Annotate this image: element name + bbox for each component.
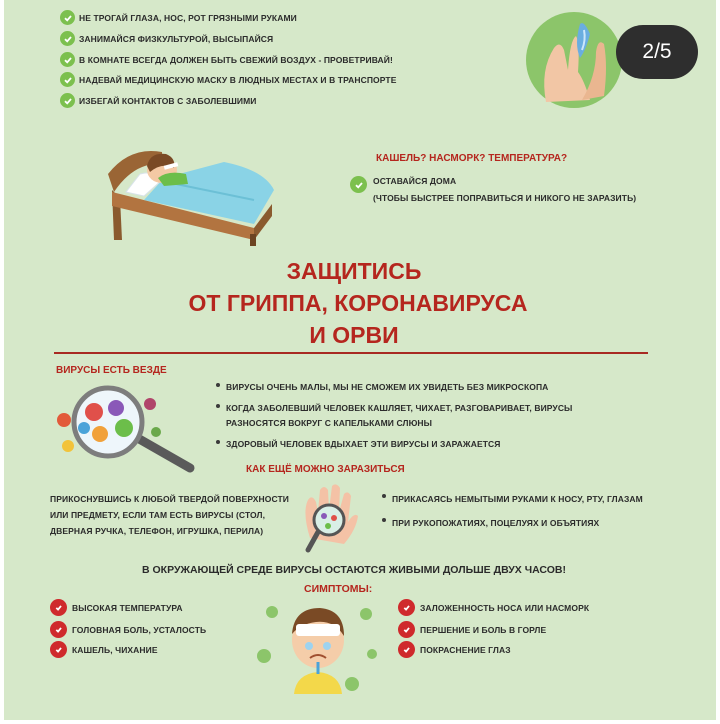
washing-hands-illustration: [524, 10, 624, 110]
list-item: [60, 31, 273, 46]
list-item: [60, 52, 393, 67]
virus-magnifier-illustration: [54, 384, 199, 476]
symptom-text: ВЫСОКАЯ ТЕМПЕРАТУРА: [72, 602, 183, 613]
stay-home-reason: (ЧТОБЫ БЫСТРЕЕ ПОПРАВИТЬСЯ И НИКОГО НЕ ЗАРАЗИТЬ): [373, 193, 637, 203]
check-icon: [60, 10, 75, 25]
infographic-poster: [4, 0, 716, 720]
list-item: [60, 72, 396, 87]
title-divider: [54, 352, 648, 354]
virus-survival-notice: В ОКРУЖАЮЩЕЙ СРЕДЕ ВИРУСЫ ОСТАЮТСЯ ЖИВЫМИ ДОЛЬШЕ ДВУХ ЧАСОВ!: [142, 564, 566, 576]
list-item: [60, 93, 257, 108]
cross-icon: [50, 641, 67, 658]
germ-hand-illustration: [296, 482, 366, 556]
list-item-text: НЕ ТРОГАЙ ГЛАЗА, НОС, РОТ ГРЯЗНЫМИ РУКАМИ: [79, 12, 297, 23]
symptom-text: ГОЛОВНАЯ БОЛЬ, УСТАЛОСТЬ: [72, 624, 207, 635]
sick-boy-bed-illustration: [104, 140, 280, 246]
list-item: [50, 641, 158, 658]
viruses-list: [216, 380, 616, 458]
list-item-text: ИЗБЕГАЙ КОНТАКТОВ С ЗАБОЛЕВШИМИ: [79, 95, 257, 106]
list-item-text: ЗАНИМАЙСЯ ФИЗКУЛЬТУРОЙ, ВЫСЫПАЙСЯ: [79, 33, 274, 44]
sick-child-illustration: [254, 594, 384, 694]
list-item: [398, 599, 589, 616]
check-icon: [60, 93, 75, 108]
cough-heading: КАШЕЛЬ? НАСМОРК? ТЕМПЕРАТУРА?: [376, 153, 568, 164]
list-item: ПРИКАСАЯСЬ НЕМЫТЫМИ РУКАМИ К НОСУ, РТУ, ГЛАЗАМ: [382, 491, 662, 507]
list-item: ВИРУСЫ ОЧЕНЬ МАЛЫ, МЫ НЕ СМОЖЕМ ИХ УВИДЕТЬ БЕЗ МИКРОСКОПА: [216, 380, 616, 395]
list-item: ЗДОРОВЫЙ ЧЕЛОВЕК ВДЫХАЕТ ЭТИ ВИРУСЫ И ЗАРАЖАЕТСЯ: [216, 437, 616, 452]
list-item-text: НАДЕВАЙ МЕДИЦИНСКУЮ МАСКУ В ЛЮДНЫХ МЕСТАХ И В ТРАНСПОРТЕ: [79, 74, 397, 85]
symptom-text: ПЕРШЕНИЕ И БОЛЬ В ГОРЛЕ: [420, 624, 547, 635]
cross-icon: [50, 599, 67, 616]
cross-icon: [50, 621, 67, 638]
check-icon: [60, 52, 75, 67]
stay-home-advice: [350, 176, 643, 203]
list-item: [50, 621, 206, 638]
list-item: [50, 599, 183, 616]
symptom-text: КАШЕЛЬ, ЧИХАНИЕ: [72, 644, 158, 655]
cross-icon: [398, 599, 415, 616]
list-item: КОГДА ЗАБОЛЕВШИЙ ЧЕЛОВЕК КАШЛЯЕТ, ЧИХАЕТ, РАЗГОВАРИВАЕТ, ВИРУСЫ РАЗНОСЯТСЯ ВОКРУГ С КАПЕЛЬКАМИ СЛЮНЫ: [216, 401, 586, 431]
list-item: [60, 10, 297, 25]
check-icon: [60, 72, 75, 87]
list-item: ПРИ РУКОПОЖАТИЯХ, ПОЦЕЛУЯХ И ОБЪЯТИЯХ: [382, 515, 662, 531]
title-line: ЗАЩИТИСЬ: [286, 258, 422, 284]
viruses-heading: ВИРУСЫ ЕСТЬ ВЕЗДЕ: [56, 365, 167, 376]
list-item: [398, 641, 511, 658]
cross-icon: [398, 621, 415, 638]
check-icon: [60, 31, 75, 46]
list-item-text: В КОМНАТЕ ВСЕГДА ДОЛЖЕН БЫТЬ СВЕЖИЙ ВОЗДУХ - ПРОВЕТРИВАЙ!: [79, 54, 393, 65]
infection-heading: КАК ЕЩЁ МОЖНО ЗАРАЗИТЬСЯ: [246, 464, 405, 475]
check-icon: [350, 176, 367, 193]
title-line: ОТ ГРИППА, КОРОНАВИРУСА: [188, 290, 528, 316]
cross-icon: [398, 641, 415, 658]
symptom-text: ПОКРАСНЕНИЕ ГЛАЗ: [420, 644, 511, 655]
symptom-text: ЗАЛОЖЕННОСТЬ НОСА ИЛИ НАСМОРК: [420, 602, 590, 613]
list-item: [398, 621, 546, 638]
stay-home-text: ОСТАВАЙСЯ ДОМА: [373, 176, 457, 186]
symptoms-heading: СИМПТОМЫ:: [304, 583, 373, 595]
infection-ways-list: [382, 491, 662, 537]
slide-counter: 2/5: [616, 25, 698, 79]
page-title: [4, 255, 704, 351]
infection-surface-text: ПРИКОСНУВШИСЬ К ЛЮБОЙ ТВЕРДОЙ ПОВЕРХНОСТИ ИЛИ ПРЕДМЕТУ, ЕСЛИ ТАМ ЕСТЬ ВИРУСЫ (СТОЛ, ДВЕРНАЯ РУЧКА, ТЕЛЕФОН, ИГРУШКА, ПЕРИЛА): [50, 494, 290, 536]
title-line: И ОРВИ: [309, 322, 399, 348]
